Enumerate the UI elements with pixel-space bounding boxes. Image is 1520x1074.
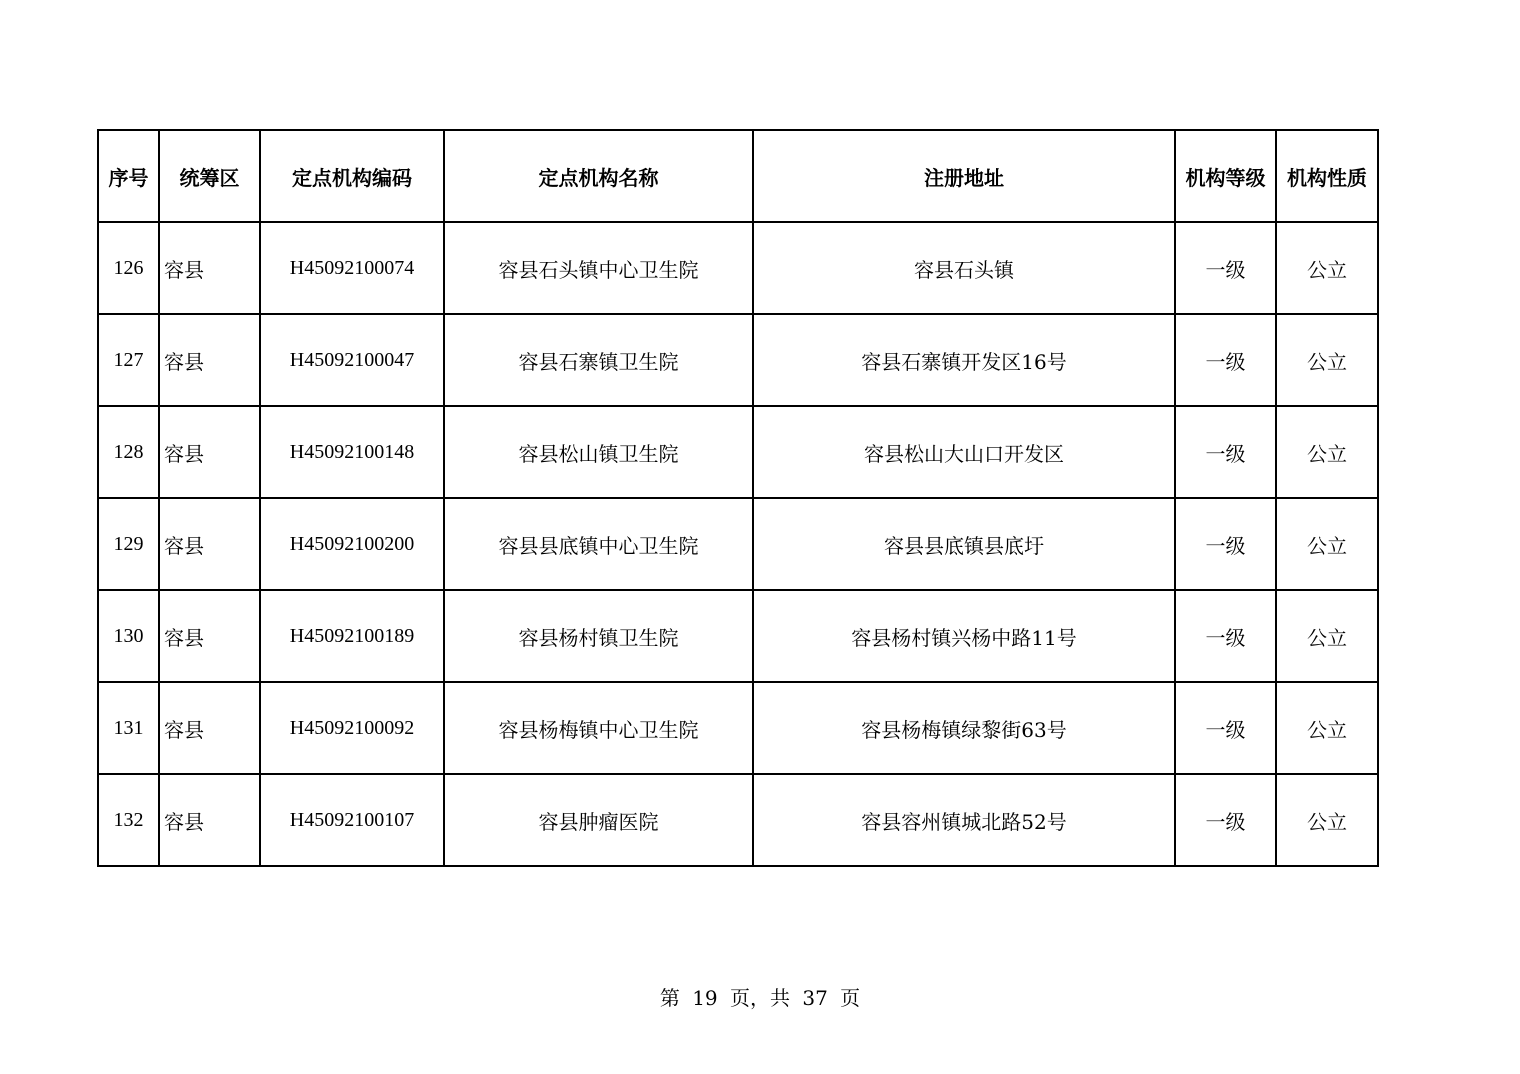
cell-level: 一级: [1175, 774, 1276, 866]
cell-level: 一级: [1175, 406, 1276, 498]
footer-total-pages: 37: [802, 986, 828, 1010]
cell-name: 容县县底镇中心卫生院: [444, 498, 753, 590]
cell-address: 容县石寨镇开发区16号: [753, 314, 1175, 406]
table-header-row: [98, 130, 1378, 222]
cell-address: 容县县底镇县底圩: [753, 498, 1175, 590]
institution-table: [97, 129, 1379, 867]
cell-region: 容县: [159, 590, 260, 682]
footer-suffix: 页: [840, 986, 861, 1010]
cell-code: H45092100074: [260, 222, 444, 314]
cell-region: 容县: [159, 682, 260, 774]
cell-level: 一级: [1175, 682, 1276, 774]
cell-nature: 公立: [1276, 222, 1378, 314]
cell-serial: 128: [98, 406, 159, 498]
header-address: 注册地址: [753, 130, 1175, 222]
cell-serial: 127: [98, 314, 159, 406]
cell-level: 一级: [1175, 222, 1276, 314]
cell-serial: 132: [98, 774, 159, 866]
table-row: [98, 590, 1378, 682]
cell-name: 容县石寨镇卫生院: [444, 314, 753, 406]
cell-name: 容县杨村镇卫生院: [444, 590, 753, 682]
header-nature: 机构性质: [1276, 130, 1378, 222]
cell-code: H45092100200: [260, 498, 444, 590]
cell-nature: 公立: [1276, 682, 1378, 774]
header-code: 定点机构编码: [260, 130, 444, 222]
cell-nature: 公立: [1276, 590, 1378, 682]
cell-region: 容县: [159, 314, 260, 406]
cell-code: H45092100092: [260, 682, 444, 774]
cell-code: H45092100189: [260, 590, 444, 682]
header-level: 机构等级: [1175, 130, 1276, 222]
header-serial: 序号: [98, 130, 159, 222]
cell-serial: 130: [98, 590, 159, 682]
cell-address: 容县松山大山口开发区: [753, 406, 1175, 498]
footer-prefix: 第: [659, 986, 680, 1010]
cell-region: 容县: [159, 498, 260, 590]
cell-serial: 126: [98, 222, 159, 314]
cell-level: 一级: [1175, 590, 1276, 682]
table-row: [98, 222, 1378, 314]
cell-name: 容县杨梅镇中心卫生院: [444, 682, 753, 774]
cell-nature: 公立: [1276, 314, 1378, 406]
cell-level: 一级: [1175, 498, 1276, 590]
cell-serial: 131: [98, 682, 159, 774]
cell-name: 容县肿瘤医院: [444, 774, 753, 866]
cell-address: 容县容州镇城北路52号: [753, 774, 1175, 866]
cell-code: H45092100148: [260, 406, 444, 498]
cell-address: 容县杨梅镇绿黎街63号: [753, 682, 1175, 774]
cell-region: 容县: [159, 774, 260, 866]
footer-mid: 页，共: [730, 986, 790, 1010]
header-name: 定点机构名称: [444, 130, 753, 222]
cell-nature: 公立: [1276, 774, 1378, 866]
table-row: [98, 774, 1378, 866]
cell-nature: 公立: [1276, 498, 1378, 590]
cell-name: 容县松山镇卫生院: [444, 406, 753, 498]
cell-name: 容县石头镇中心卫生院: [444, 222, 753, 314]
cell-region: 容县: [159, 222, 260, 314]
table-row: [98, 498, 1378, 590]
footer-page-number: 19: [692, 986, 718, 1010]
table-row: [98, 682, 1378, 774]
page-footer: [0, 982, 1520, 1011]
cell-address: 容县杨村镇兴杨中路11号: [753, 590, 1175, 682]
header-region: 统筹区: [159, 130, 260, 222]
cell-serial: 129: [98, 498, 159, 590]
table-row: [98, 406, 1378, 498]
cell-level: 一级: [1175, 314, 1276, 406]
cell-code: H45092100047: [260, 314, 444, 406]
cell-code: H45092100107: [260, 774, 444, 866]
table-row: [98, 314, 1378, 406]
cell-region: 容县: [159, 406, 260, 498]
cell-nature: 公立: [1276, 406, 1378, 498]
cell-address: 容县石头镇: [753, 222, 1175, 314]
